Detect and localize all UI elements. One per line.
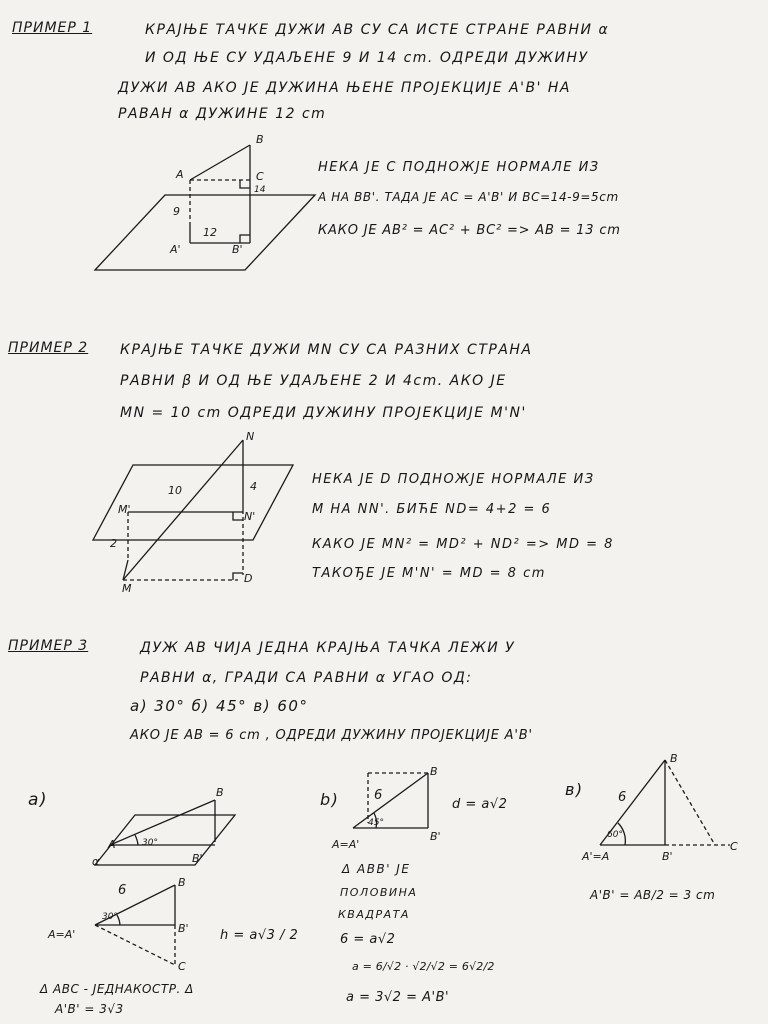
part-b-note-2: ПОЛОВИНА xyxy=(340,886,418,899)
example2-text-line-3: MN = 10 cm ОДРЕДИ ДУЖИНУ ПРОЈЕКЦИЈЕ M'N' xyxy=(120,405,527,421)
part-b-note-5: a = 6/√2 · √2/√2 = 6√2/2 xyxy=(352,960,495,973)
ex2-label-M-prime: M' xyxy=(118,503,131,516)
example2-solution-line-2: M НА NN'. БИЋЕ ND= 4+2 = 6 xyxy=(312,502,552,517)
ex2-label-M: M xyxy=(122,582,132,595)
part-a-figure-bottom xyxy=(85,880,215,980)
part-b-note-6: a = 3√2 = A'B' xyxy=(346,990,450,1005)
example3-text-line-2: РАВНИ α, ГРАДИ СА РАВНИ α УГАО ОД: xyxy=(140,670,473,686)
part-c-side: 6 xyxy=(618,790,627,805)
part-c-note-1: A'B' = AB/2 = 3 cm xyxy=(590,888,716,902)
ex1-label-B: B xyxy=(256,133,264,146)
ex1-label-12: 12 xyxy=(203,226,217,239)
example1-solution-line-2: А НА ВВ'. ТАДА ЈЕ АС = А'В' И ВС=14-9=5cm xyxy=(318,190,619,204)
part-a-top-B: B xyxy=(216,786,224,799)
ex2-label-10: 10 xyxy=(168,484,182,497)
ex1-label-A: A xyxy=(176,168,184,181)
part-b-B-prime: B' xyxy=(430,830,441,843)
example2-solution-line-4: ТАКОЂЕ ЈЕ M'N' = MD = 8 cm xyxy=(312,566,546,581)
ex1-label-9: 9 xyxy=(173,205,180,218)
part-a-bottom-side: 6 xyxy=(118,883,127,898)
part-c-angle: 60° xyxy=(607,830,623,840)
example2-solution-line-3: КАКО ЈЕ MN² = MD² + ND² => MD = 8 xyxy=(312,537,614,552)
part-b-B: B xyxy=(430,765,438,778)
ex1-label-B-prime: B' xyxy=(232,243,243,256)
part-a-bottom-B-prime: B' xyxy=(178,922,189,935)
part-c-figure xyxy=(590,755,750,865)
example2-text-line-2: РАВНИ β И ОД ЊЕ УДАЉЕНЕ 2 И 4cm. АКО ЈЕ xyxy=(120,373,507,389)
ex2-label-2: 2 xyxy=(110,537,117,550)
example3-text-line-3: а) 30° б) 45° в) 60° xyxy=(130,697,309,715)
ex2-label-N-prime: N' xyxy=(244,510,256,523)
ex1-label-A-prime: A' xyxy=(170,243,181,256)
part-b-formula: d = a√2 xyxy=(452,797,508,812)
part-c-A: A'=A xyxy=(582,850,610,863)
ex1-label-C: C xyxy=(256,170,264,183)
example1-text-line-4: РАВАН α ДУЖИНЕ 12 cm xyxy=(118,106,327,122)
part-a-formula: h = a√3 / 2 xyxy=(220,928,299,943)
part-a-bottom-C: C xyxy=(178,960,186,973)
part-b-note-4: 6 = a√2 xyxy=(340,932,396,947)
example2-text-line-1: КРАЈЊЕ ТАЧКЕ ДУЖИ MN СУ СА РАЗНИХ СТРАНА xyxy=(120,342,533,358)
example1-solution-line-1: НЕКА ЈЕ С ПОДНОЖЈЕ НОРМАЛЕ ИЗ xyxy=(318,160,600,175)
part-a-figure-top xyxy=(90,790,240,875)
part-b-note-3: КВАДРАТА xyxy=(338,908,410,921)
part-b-label: b) xyxy=(320,790,340,809)
part-b-note-1: Δ ABB' ЈЕ xyxy=(342,862,411,876)
ex2-label-D: D xyxy=(244,572,253,585)
example1-heading: ПРИМЕР 1 xyxy=(12,20,93,36)
example1-figure xyxy=(90,125,320,275)
part-a-top-B-prime: B' xyxy=(192,852,203,865)
part-b-angle: 45° xyxy=(368,818,384,828)
example1-text-line-3: ДУЖИ АВ АКО ЈЕ ДУЖИНА ЊЕНЕ ПРОЈЕКЦИЈЕ А'В' НА xyxy=(118,80,571,96)
part-b-A: A=A' xyxy=(332,838,360,851)
part-a-top-A: A xyxy=(108,838,116,851)
ex2-label-N: N xyxy=(246,430,255,443)
example3-heading: ПРИМЕР 3 xyxy=(8,638,89,654)
part-c-label: в) xyxy=(565,780,584,799)
part-a-note-1: Δ ABC - ЈЕДНАКОСТР. Δ xyxy=(40,982,194,996)
part-a-label: a) xyxy=(28,790,49,810)
ex2-label-4: 4 xyxy=(250,480,257,493)
part-a-bottom-angle: 30° xyxy=(102,912,118,922)
part-a-bottom-A: A=A' xyxy=(48,928,76,941)
ex1-label-14: 14 xyxy=(254,185,266,195)
example1-text-line-1: КРАЈЊЕ ТАЧКЕ ДУЖИ АВ СУ СА ИСТЕ СТРАНЕ РАВНИ α xyxy=(145,22,610,38)
part-a-note-2: A'B' = 3√3 xyxy=(55,1002,124,1016)
part-a-top-alpha: α xyxy=(92,855,100,868)
example3-text-line-4: АКО ЈЕ АВ = 6 cm , ОДРЕДИ ДУЖИНУ ПРОЈЕКЦИЈЕ А'В' xyxy=(130,728,533,743)
example2-heading: ПРИМЕР 2 xyxy=(8,340,89,356)
example3-text-line-1: ДУЖ АВ ЧИЈА ЈЕДНА КРАЈЊА ТАЧКА ЛЕЖИ У xyxy=(140,640,516,656)
part-c-C: C xyxy=(730,840,738,853)
part-a-top-angle: 30° xyxy=(142,838,158,848)
example2-solution-line-1: НЕКА ЈЕ D ПОДНОЖЈЕ НОРМАЛЕ ИЗ xyxy=(312,472,595,487)
part-c-B-prime: B' xyxy=(662,850,673,863)
part-c-B: B xyxy=(670,752,678,765)
example1-text-line-2: И ОД ЊЕ СУ УДАЉЕНЕ 9 И 14 cm. ОДРЕДИ ДУЖИНУ xyxy=(145,50,589,66)
example1-solution-line-3: КАКО ЈЕ АВ² = АС² + ВС² => АВ = 13 cm xyxy=(318,223,621,238)
part-b-side: 6 xyxy=(374,788,383,803)
part-a-bottom-B: B xyxy=(178,876,186,889)
part-b-figure xyxy=(348,768,438,848)
